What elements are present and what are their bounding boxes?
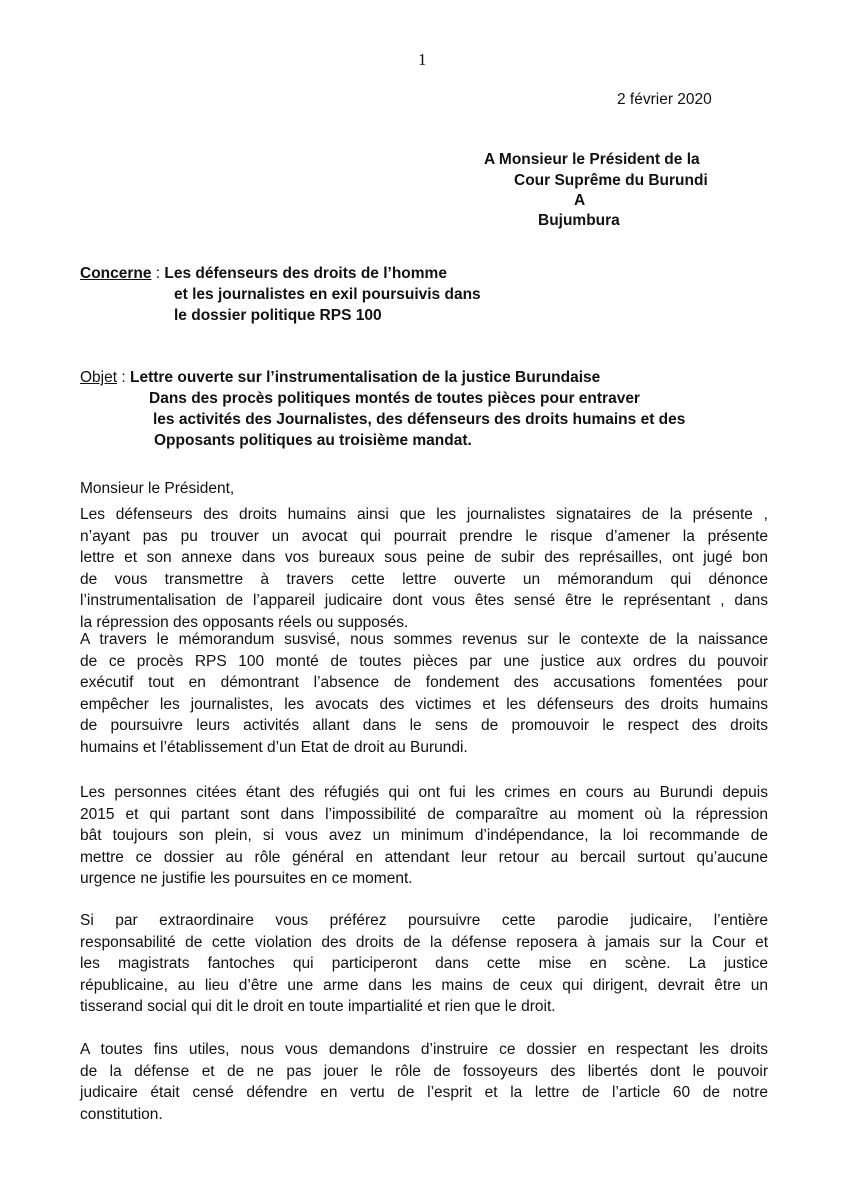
paragraph-line: tisserand social qui dit le droit en toute impartialité et rien que le droit. xyxy=(80,998,556,1016)
paragraph-line: judicaire était censé défendre en vertu de l’esprit et la lettre de l’article 60 de notre xyxy=(80,1084,768,1102)
paragraph-line: urgence ne justifie les poursuites en ce moment. xyxy=(80,870,413,888)
paragraph-line: la répression des opposants réels ou supposés. xyxy=(80,613,409,631)
paragraph-line: Les personnes citées étant des réfugiés qui ont fui les crimes en cours au Burundi depuis xyxy=(80,784,768,801)
paragraph-line: constitution. xyxy=(80,1105,163,1123)
paragraph-line: n’ayant pas pu trouver un avocat qui pourrait prendre le risque d’amener la présente xyxy=(80,527,768,545)
objet-block xyxy=(80,367,685,451)
concerne-line: le dossier politique RPS 100 xyxy=(174,307,382,324)
paragraph-line: A toutes fins utiles, nous vous demandons d’instruire ce dossier en respectant les droits xyxy=(80,1041,768,1058)
paragraph-line: bât toujours son plein, si vous avez un minimum d’indépendance, la loi recommande de xyxy=(80,827,768,845)
body-paragraph xyxy=(80,782,768,890)
paragraph-line: 2015 et qui partant sont dans l’impossibilité de comparaître au moment où la répression xyxy=(80,805,768,823)
paragraph-line: empêcher les journalistes, les avocats des victimes et les défenseurs des droits humains xyxy=(80,695,768,713)
paragraph-line: responsabilité de cette violation des droits de la défense reposera à jamais sur la Cour et xyxy=(80,933,768,951)
paragraph-line: l’instrumentalisation de l’appareil judicaire dont vous êtes sensé être le représentant , dans xyxy=(80,592,768,610)
page-number: 1 xyxy=(418,50,427,69)
letter-date: 2 février 2020 xyxy=(617,91,712,108)
paragraph-line: de la défense et de ne pas jouer le rôle de fossoyeurs des libertés dont le pouvoir xyxy=(80,1062,768,1080)
paragraph-line: humains et l’établissement d’un Etat de droit au Burundi. xyxy=(80,738,468,756)
concerne-sep: : xyxy=(151,265,165,282)
paragraph-line: Les défenseurs des droits humains ainsi que les journalistes signataires de la présente , xyxy=(80,506,768,523)
paragraph-line: A travers le mémorandum susvisé, nous sommes revenus sur le contexte de la naissance xyxy=(80,631,768,648)
objet-line: les activités des Journalistes, des défenseurs des droits humains et des xyxy=(153,411,686,428)
concerne-block xyxy=(80,263,481,326)
objet-line: Lettre ouverte sur l’instrumentalisation de la justice Burundaise xyxy=(129,369,601,386)
paragraph-line: lettre et son annexe dans vos bureaux sous peine de subir des représailles, ont jugé bon xyxy=(80,549,768,567)
paragraph-line: de poursuivre leurs activités allant dans le sens de promouvoir le respect des droits xyxy=(80,717,768,735)
paragraph-line: Si par extraordinaire vous préférez poursuivre cette parodie judicaire, l’entière xyxy=(80,912,768,929)
paragraph-line: de ce procès RPS 100 monté de toutes pièces par une justice aux ordres du pouvoir xyxy=(80,652,768,670)
objet-label: Objet xyxy=(80,369,118,386)
objet-line: Opposants politiques au troisième mandat. xyxy=(154,432,472,449)
paragraph-line: de vous transmettre à travers cette lettre ouverte un mémorandum qui dénonce xyxy=(80,570,768,588)
paragraph-line: républicaine, au lieu d’être une arme dans les mains de ceux qui dirigent, devrait être un xyxy=(80,976,768,994)
objet-line: Dans des procès politiques montés de toutes pièces pour entraver xyxy=(149,390,640,407)
concerne-label: Concerne xyxy=(80,265,152,282)
paragraph-line: exécutif tout en démontrant l’absence de fondement des accusations fomentées pour xyxy=(80,674,768,692)
objet-sep: : xyxy=(117,369,130,386)
body-paragraph xyxy=(80,1039,768,1125)
paragraph-line: les magistrats fantoches qui participeront dans cette mise en scène. La justice xyxy=(80,955,768,973)
recipient-line: A xyxy=(574,192,586,209)
body-paragraph xyxy=(80,504,768,634)
recipient-line: Bujumbura xyxy=(538,212,620,229)
recipient-line: Cour Suprême du Burundi xyxy=(514,172,708,189)
paragraph-line: mettre ce dossier au rôle général en attendant leur retour au bercail surtout qu’aucune xyxy=(80,848,768,866)
salutation: Monsieur le Président, xyxy=(80,480,235,497)
body-paragraph xyxy=(80,910,768,1018)
recipient-line: A Monsieur le Président de la xyxy=(484,151,700,168)
concerne-line: Les défenseurs des droits de l’homme xyxy=(164,265,447,282)
body-paragraph xyxy=(80,629,768,759)
concerne-line: et les journalistes en exil poursuivis dans xyxy=(174,286,481,303)
